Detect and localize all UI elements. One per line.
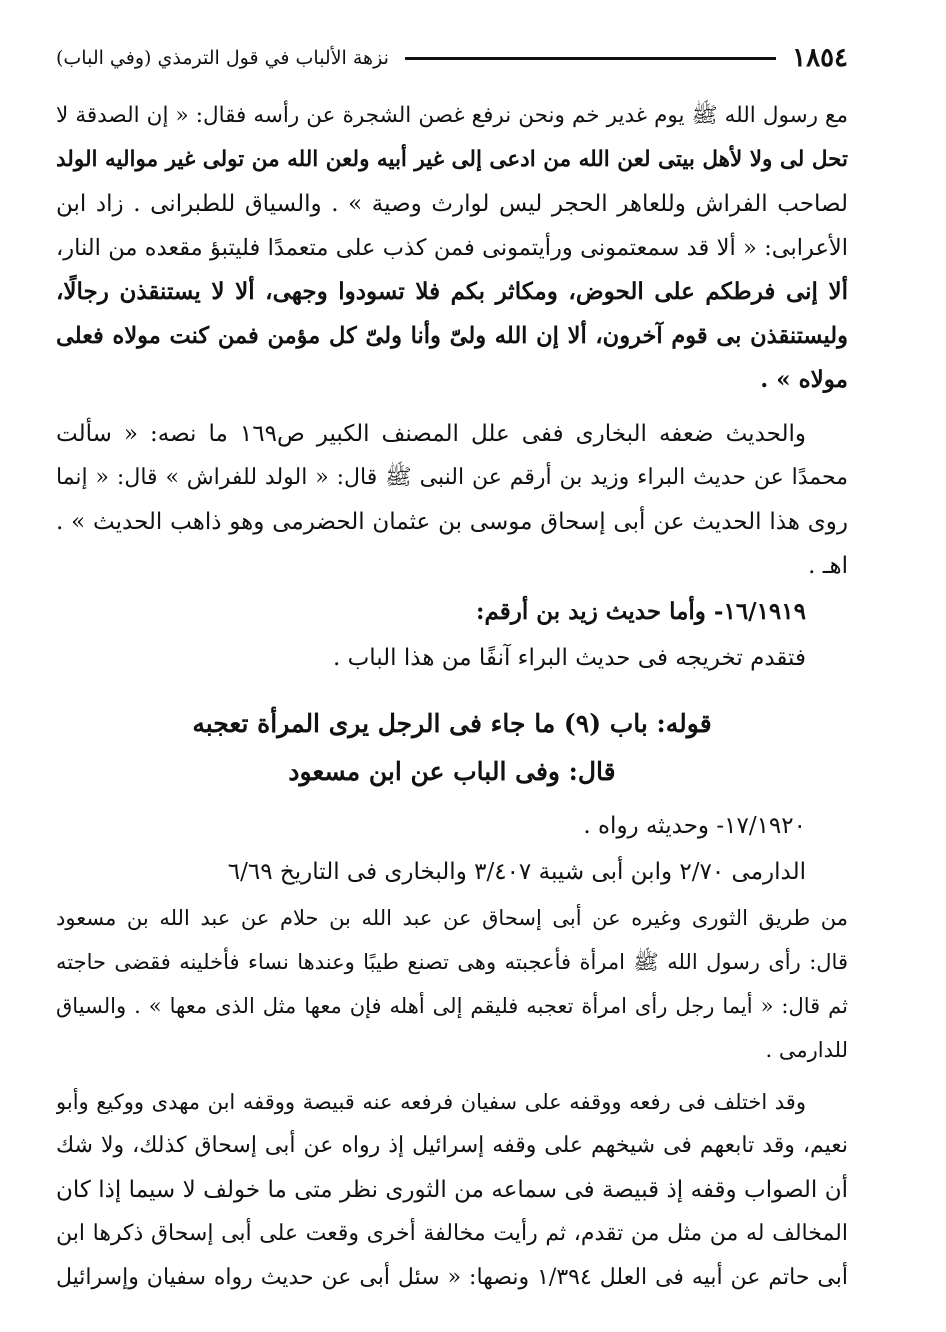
chapter-subheading: قال: وفى الباب عن ابن مسعود: [288, 757, 616, 786]
text-line: روى هذا الحديث عن أبى إسحاق موسى بن عثمان الحضرمى وهو ذاهب الحديث » .: [56, 509, 848, 535]
text-line: مع رسول الله ﷺ يوم غدير خم ونحن نرفع غصن الشجرة عن رأسه فقال: « إن الصدقة لا: [56, 103, 848, 128]
chapter-heading: قوله: باب (٩) ما جاء فى الرجل يرى المرأة تعجبه: [192, 709, 712, 738]
text-line: محمدًا عن حديث البراء وزيد بن أرقم عن النبى ﷺ قال: « الولد للفراش » قال: « إنما: [56, 465, 848, 490]
text-line: مولاه » .: [760, 366, 848, 393]
text-line: الأعرابى: « ألا قد سمعتمونى ورأيتمونى فمن كذب على متعمدًا فليتبؤ مقعده من النار،: [56, 235, 848, 261]
text-line: من طريق الثورى وغيره عن أبى إسحاق عن عبد الله بن حلام عن عبد الله بن مسعود: [56, 906, 848, 930]
text-line: قال: رأى رسول الله ﷺ امرأة فأعجبته وهى تصنع طيبًا وعندها نساء فأخلينه فقضى حاجته: [56, 950, 848, 974]
text-line: والحديث ضعفه البخارى ففى علل المصنف الكبير ص١٦٩ ما نصه: « سألت: [56, 421, 806, 447]
hadith-entry-title: ١٦/١٩١٩- وأما حديث زيد بن أرقم:: [476, 598, 806, 625]
sources-line: الدارمى ٢/٧٠ وابن أبى شيبة ٣/٤٠٧ والبخارى فى التاريخ ٦/٦٩: [227, 859, 806, 885]
text-line: تحل لى ولا لأهل بيتى لعن الله من ادعى إلى غير أبيه ولعن الله من تولى غير مواليه الولد: [56, 147, 848, 172]
page-header: [56, 38, 848, 78]
text-line: للدارمى .: [765, 1038, 848, 1062]
text-line: ثم قال: « أيما رجل رأى امرأة تعجبه فليقم إلى أهله فإن معها مثل الذى معها » . والسياق: [56, 994, 848, 1018]
text-line: ألا إنى فرطكم على الحوض، ومكاثر بكم فلا تسودوا وجهى، ألا لا يستنقذن رجالًا،: [56, 278, 848, 305]
text-line: اهـ .: [808, 553, 848, 579]
text-line: لصاحب الفراش وللعاهر الحجر ليس لوارث وصية » . والسياق للطبرانى . زاد ابن: [56, 191, 848, 217]
text-line: وقد اختلف فى رفعه ووقفه على سفيان فرفعه عنه قبيصة ووقفه ابن مهدى ووكيع وأبو: [56, 1090, 806, 1114]
running-title: نزهة الألباب في قول الترمذي (وفي الباب): [56, 47, 389, 69]
text-line: نعيم، وقد تابعهم فى شيخهم على وقفه إسرائيل إذ رواه عن أبى إسحاق كذلك، ولا شك: [56, 1133, 848, 1158]
text-line: وليستنقذن بى قوم آخرون، ألا إن الله ولىّ وأنا ولىّ كل مؤمن فمن كنت مولاه فعلى: [56, 323, 848, 349]
header-rule: [405, 57, 776, 60]
text-line: أبى حاتم عن أبيه فى العلل ١/٣٩٤ ونصها: « سئل أبى عن حديث رواه سفيان وإسرائيل: [56, 1265, 848, 1290]
text-line: فتقدم تخريجه فى حديث البراء آنفًا من هذا الباب .: [332, 645, 806, 671]
hadith-entry-title: ١٧/١٩٢٠- وحديثه رواه .: [583, 813, 806, 839]
text-line: أن الصواب وقفه إذ قبيصة فى سماعه من الثورى نظر متى ما خولف لا سيما إذا كان: [56, 1177, 848, 1203]
page-number: ١٨٥٤: [792, 43, 848, 73]
text-line: المخالف له من مثل من تقدم، ثم رأيت مخالفة أخرى وقعت على أبى إسحاق ذكرها ابن: [56, 1221, 848, 1246]
